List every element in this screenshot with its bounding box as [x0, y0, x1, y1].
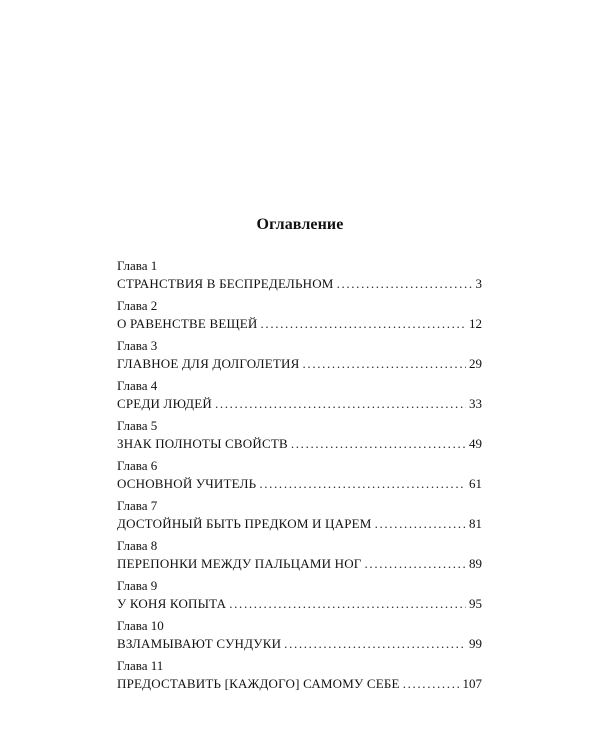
- entry-title: ВЗЛАМЫВАЮТ СУНДУКИ: [117, 636, 282, 651]
- entry-line: [117, 675, 482, 695]
- chapter-label: Глава 6: [117, 458, 158, 473]
- chapter-label: Глава 11: [117, 658, 164, 673]
- toc-entry: [117, 618, 482, 658]
- dot-leader: [403, 675, 460, 693]
- entry-title: ЗНАК ПОЛНОТЫ СВОЙСТВ: [117, 436, 288, 451]
- chapter-label: Глава 8: [117, 538, 158, 553]
- chapter-label: Глава 4: [117, 378, 158, 393]
- entry-line: [117, 515, 482, 535]
- page-number: 61: [469, 476, 482, 491]
- page-number: 49: [469, 436, 482, 451]
- entry-line: [117, 275, 482, 295]
- chapter-label: Глава 10: [117, 618, 164, 633]
- dot-leader: [337, 275, 473, 293]
- entry-title: ПЕРЕПОНКИ МЕЖДУ ПАЛЬЦАМИ НОГ: [117, 556, 362, 571]
- dot-leader: [259, 475, 466, 493]
- entry-line: [117, 475, 482, 495]
- entry-title: У КОНЯ КОПЫТА: [117, 596, 227, 611]
- page-number: 81: [469, 516, 482, 531]
- dot-leader: [375, 515, 466, 533]
- entry-title: СРЕДИ ЛЮДЕЙ: [117, 396, 212, 411]
- toc-entry: [117, 578, 482, 618]
- toc-entry: [117, 658, 482, 698]
- chapter-label: Глава 2: [117, 298, 158, 313]
- dot-leader: [284, 635, 466, 653]
- dot-leader: [365, 555, 466, 573]
- toc-entry: [117, 298, 482, 338]
- page-number: 89: [469, 556, 482, 571]
- dot-leader: [303, 355, 466, 373]
- page-number: 107: [462, 676, 482, 691]
- toc-entry: [117, 418, 482, 458]
- entry-line: [117, 315, 482, 335]
- chapter-label: Глава 7: [117, 498, 158, 513]
- entry-title: ПРЕДОСТАВИТЬ [КАЖДОГО] САМОМУ СЕБЕ: [117, 676, 400, 691]
- entry-line: [117, 355, 482, 375]
- page-number: 33: [469, 396, 482, 411]
- toc-entry: [117, 458, 482, 498]
- dot-leader: [261, 315, 466, 333]
- entry-line: [117, 435, 482, 455]
- toc-title: Оглавление: [256, 216, 344, 233]
- page-number: 29: [469, 356, 482, 371]
- toc-entry: [117, 538, 482, 578]
- page-number: 95: [469, 596, 482, 611]
- entry-line: [117, 395, 482, 415]
- toc-list: [117, 258, 482, 698]
- page-number: 3: [475, 276, 482, 291]
- entry-title: СТРАНСТВИЯ В БЕСПРЕДЕЛЬНОМ: [117, 276, 334, 291]
- toc-entry: [117, 498, 482, 538]
- entry-title: О РАВЕНСТВЕ ВЕЩЕЙ: [117, 316, 258, 331]
- page-number: 99: [469, 636, 482, 651]
- dot-leader: [291, 435, 466, 453]
- toc-entry: [117, 258, 482, 298]
- entry-line: [117, 555, 482, 575]
- chapter-label: Глава 5: [117, 418, 158, 433]
- entry-title: ДОСТОЙНЫЙ БЫТЬ ПРЕДКОМ И ЦАРЕМ: [117, 516, 372, 531]
- entry-title: ОСНОВНОЙ УЧИТЕЛЬ: [117, 476, 257, 491]
- chapter-label: Глава 9: [117, 578, 158, 593]
- chapter-label: Глава 3: [117, 338, 158, 353]
- entry-line: [117, 595, 482, 615]
- chapter-label: Глава 1: [117, 258, 158, 273]
- dot-leader: [229, 595, 466, 613]
- entry-title: ГЛАВНОЕ ДЛЯ ДОЛГОЛЕТИЯ: [117, 356, 300, 371]
- toc-entry: [117, 338, 482, 378]
- dot-leader: [215, 395, 466, 413]
- toc-entry: [117, 378, 482, 418]
- entry-line: [117, 635, 482, 655]
- page-number: 12: [469, 316, 482, 331]
